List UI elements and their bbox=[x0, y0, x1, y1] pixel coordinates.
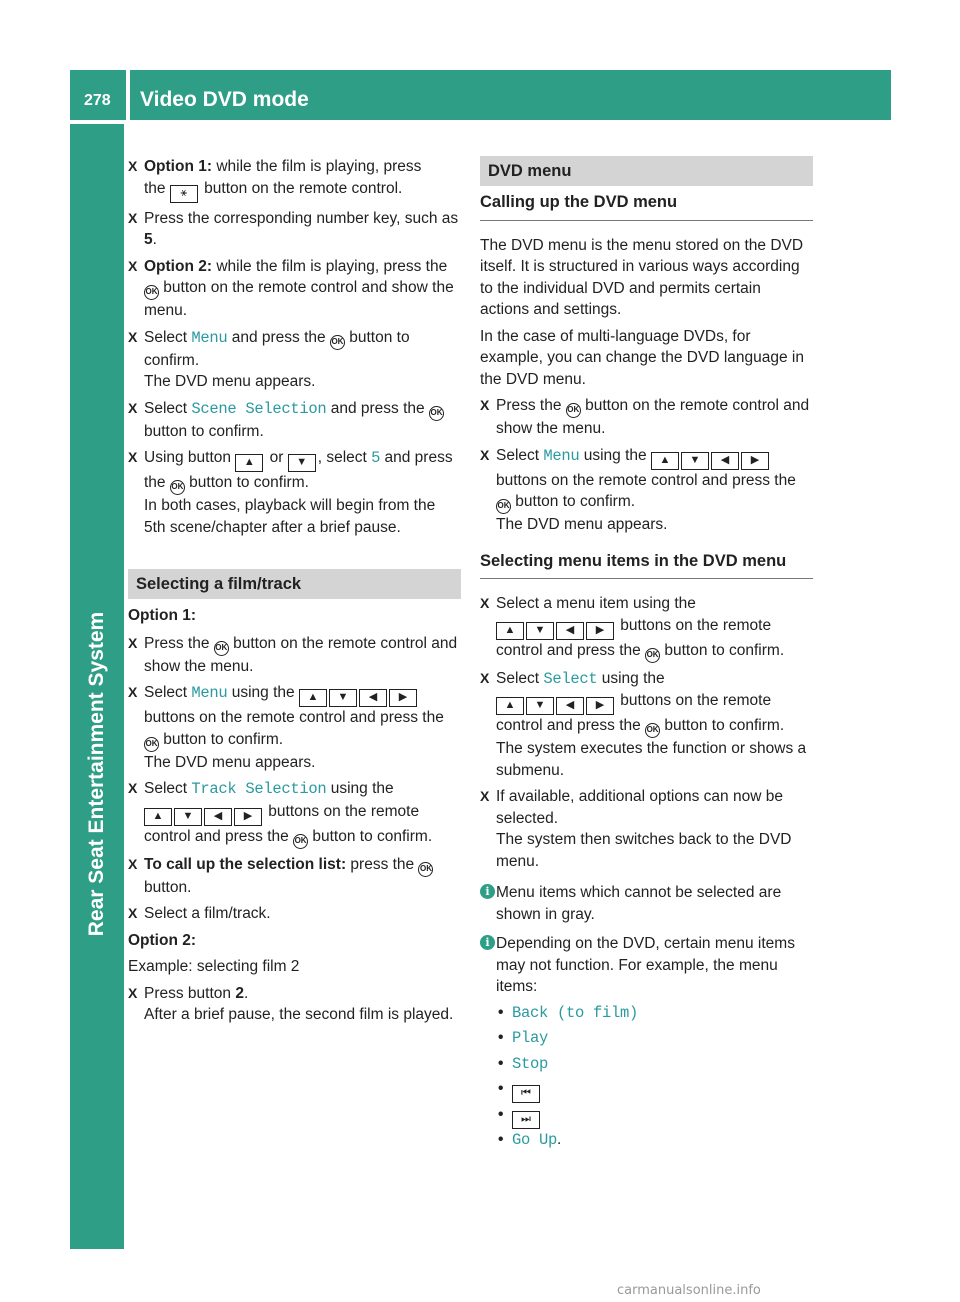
star-key-icon: ⚹ bbox=[170, 185, 198, 203]
step-text: Using button bbox=[144, 449, 236, 466]
step-text: buttons on the remote control and press the bbox=[144, 802, 420, 845]
step-text: button on the remote control and show the menu. bbox=[144, 634, 458, 675]
number-key: 2 bbox=[235, 984, 244, 1002]
step-select-menu bbox=[128, 327, 461, 393]
step-text: or bbox=[265, 449, 288, 466]
step-arrow-icon: X bbox=[128, 684, 138, 700]
bullet-icon: • bbox=[498, 1054, 504, 1072]
step-text: using the bbox=[227, 684, 299, 701]
step-press-number: X Press the corresponding number key, such as 5. bbox=[128, 209, 459, 248]
step-arrow-icon: X bbox=[128, 905, 138, 921]
menu-item-play: Play bbox=[512, 1029, 549, 1047]
right-key-icon: ▶ bbox=[234, 808, 262, 826]
step-arrow-icon: X bbox=[128, 209, 138, 226]
step-select-menu-item bbox=[480, 593, 813, 663]
left-key-icon: ◀ bbox=[359, 689, 387, 707]
result-text: The system executes the function or shows a submenu. bbox=[496, 740, 807, 779]
down-key-icon: ▼ bbox=[174, 808, 202, 826]
right-key-icon: ▶ bbox=[586, 622, 614, 640]
page-header bbox=[70, 70, 891, 120]
step-arrow-icon: X bbox=[128, 328, 138, 345]
menu-item-back: Back (to film) bbox=[512, 1003, 639, 1022]
step-text: , select bbox=[317, 449, 372, 466]
info-note bbox=[480, 882, 813, 925]
step-text: press the bbox=[346, 855, 419, 873]
left-key-icon: ◀ bbox=[204, 808, 232, 826]
step-select-select bbox=[480, 668, 813, 782]
list-item bbox=[496, 1129, 813, 1151]
right-key-icon: ▶ bbox=[741, 452, 769, 470]
ok-button-icon: OK bbox=[330, 335, 345, 350]
option-heading: Option 2: bbox=[128, 931, 197, 949]
down-key-icon: ▼ bbox=[329, 689, 357, 707]
step-text: Select bbox=[496, 446, 544, 464]
list-item bbox=[496, 1104, 813, 1126]
step-arrow-icon: X bbox=[128, 257, 138, 274]
result-text: After a brief pause, the second film is played. bbox=[144, 1006, 454, 1023]
up-key-icon: ▲ bbox=[651, 452, 679, 470]
step-select-scene bbox=[128, 398, 461, 443]
step-text: Select a film/track. bbox=[144, 905, 271, 922]
menu-item-stop: Stop bbox=[512, 1054, 549, 1073]
step-text: the bbox=[144, 179, 170, 197]
down-key-icon: ▼ bbox=[681, 452, 709, 470]
step-select-menu-nav bbox=[480, 445, 813, 536]
body-paragraph: The DVD menu is the menu stored on the DVD itself. It is structured in various ways according to the individual DVD and permits certain actions and settings. bbox=[480, 236, 804, 318]
info-icon: i bbox=[480, 935, 495, 950]
step-press-ok bbox=[480, 395, 813, 440]
step-text: Select bbox=[144, 684, 192, 701]
down-key-icon: ▼ bbox=[288, 454, 316, 472]
menu-item-go-up: Go Up bbox=[512, 1131, 558, 1149]
ok-button-icon: OK bbox=[418, 862, 433, 877]
left-key-icon: ◀ bbox=[711, 452, 739, 470]
menu-item-menu: Menu bbox=[543, 446, 580, 465]
step-text: button to confirm. bbox=[511, 493, 636, 510]
step-text: using the bbox=[579, 446, 651, 464]
list-item bbox=[496, 1002, 813, 1024]
step-text: button on the remote control. bbox=[199, 179, 403, 197]
step-press-button-2 bbox=[128, 983, 461, 1026]
menu-items-list bbox=[496, 1002, 813, 1151]
menu-item-scene-selection: Scene Selection bbox=[191, 399, 327, 418]
left-key-icon: ◀ bbox=[556, 622, 584, 640]
step-text: and press the bbox=[227, 328, 330, 346]
step-arrow-icon: X bbox=[480, 788, 490, 804]
menu-item-menu: Menu bbox=[191, 684, 228, 702]
up-key-icon: ▲ bbox=[235, 454, 263, 472]
step-arrow-icon: X bbox=[128, 780, 138, 796]
step-option1 bbox=[128, 156, 461, 203]
ok-button-icon: OK bbox=[496, 499, 511, 514]
step-text: while the film is playing, press bbox=[212, 158, 422, 175]
page-number: 278 bbox=[84, 92, 111, 109]
step-text: button to confirm. bbox=[308, 827, 433, 845]
right-key-icon: ▶ bbox=[389, 689, 417, 707]
list-item bbox=[496, 1053, 813, 1075]
step-text: button. bbox=[144, 878, 192, 896]
left-key-icon: ◀ bbox=[556, 697, 584, 715]
step-arrow-icon: X bbox=[480, 595, 490, 611]
step-text: button to confirm. bbox=[660, 641, 785, 659]
skip-back-icon: ⏮ bbox=[512, 1085, 540, 1103]
bullet-icon: • bbox=[498, 1029, 504, 1046]
step-text: If available, additional options can now be selected. bbox=[496, 788, 783, 827]
step-text: Select bbox=[144, 328, 192, 346]
step-text: and press the bbox=[326, 399, 429, 417]
menu-item-select: Select bbox=[543, 669, 598, 688]
step-arrow-icon: X bbox=[128, 399, 138, 416]
ok-button-icon: OK bbox=[645, 648, 660, 663]
step-text: Select bbox=[496, 669, 544, 687]
chapter-label: Rear Seat Entertainment System bbox=[85, 611, 108, 937]
page-title: Video DVD mode bbox=[140, 88, 309, 111]
ok-button-icon: OK bbox=[214, 641, 229, 656]
step-arrow-icon: X bbox=[480, 446, 490, 463]
step-text: Select bbox=[144, 399, 192, 417]
bullet-icon: • bbox=[498, 1131, 504, 1148]
step-select-track bbox=[128, 778, 461, 849]
step-call-list bbox=[128, 854, 461, 899]
ok-button-icon: OK bbox=[144, 737, 159, 752]
step-text: while the film is playing, press the bbox=[212, 257, 448, 275]
step-label: To call up the selection list: bbox=[144, 855, 347, 873]
step-arrow-icon: X bbox=[480, 669, 490, 686]
ok-button-icon: OK bbox=[566, 403, 581, 418]
info-icon: i bbox=[480, 884, 495, 899]
result-text: The DVD menu appears. bbox=[144, 373, 316, 390]
step-press-ok bbox=[128, 633, 461, 678]
step-arrow-icon: X bbox=[480, 397, 490, 413]
menu-item-track-selection: Track Selection bbox=[191, 780, 327, 798]
bullet-icon: • bbox=[498, 1003, 504, 1021]
info-note bbox=[480, 933, 813, 1151]
right-column bbox=[480, 156, 813, 1159]
right-key-icon: ▶ bbox=[586, 697, 614, 715]
step-text: Press the bbox=[144, 634, 214, 652]
bullet-icon: • bbox=[498, 1080, 504, 1097]
info-text: Menu items which cannot be selected are shown in gray. bbox=[496, 884, 782, 923]
up-key-icon: ▲ bbox=[496, 697, 524, 715]
step-text: buttons on the remote control and press the bbox=[496, 616, 772, 659]
step-text: buttons on the remote control and press the bbox=[496, 692, 772, 734]
step-text: and press the bbox=[144, 449, 453, 491]
skip-forward-icon: ⏭ bbox=[512, 1111, 540, 1129]
step-text: Select a menu item using the bbox=[496, 595, 696, 612]
step-text: buttons on the remote control and press the bbox=[496, 471, 796, 489]
result-text: The DVD menu appears. bbox=[144, 753, 316, 771]
menu-item-menu: Menu bbox=[191, 328, 228, 347]
up-key-icon: ▲ bbox=[496, 622, 524, 640]
up-key-icon: ▲ bbox=[144, 808, 172, 826]
sub-heading: Selecting menu items in the DVD menu bbox=[480, 551, 813, 580]
step-text: using the bbox=[597, 669, 665, 687]
menu-item-5: 5 bbox=[371, 449, 381, 467]
number-key: 5 bbox=[144, 231, 153, 248]
step-arrow-icon: X bbox=[128, 855, 138, 872]
watermark: carmanualsonline.info bbox=[617, 1283, 761, 1298]
section-heading: DVD menu bbox=[480, 156, 813, 186]
step-text: button to confirm. bbox=[159, 730, 284, 748]
step-select-film bbox=[128, 903, 461, 925]
down-key-icon: ▼ bbox=[526, 622, 554, 640]
step-text: button on the remote control and show the menu. bbox=[144, 279, 454, 319]
step-arrow-icon: X bbox=[128, 634, 138, 651]
left-column bbox=[128, 156, 461, 1031]
body-paragraph: In the case of multi-language DVDs, for example, you can change the DVD language in the DVD menu. bbox=[480, 327, 804, 388]
step-arrow-icon: X bbox=[128, 984, 138, 1001]
chapter-sidebar bbox=[70, 124, 124, 1249]
step-select-menu-nav bbox=[128, 682, 461, 773]
step-arrow-icon: X bbox=[128, 449, 138, 465]
example-text: Example: selecting film 2 bbox=[128, 958, 300, 975]
sub-heading: Calling up the DVD menu bbox=[480, 192, 813, 221]
ok-button-icon: OK bbox=[144, 285, 159, 300]
ok-button-icon: OK bbox=[645, 723, 660, 738]
bullet-icon: • bbox=[498, 1105, 504, 1123]
down-key-icon: ▼ bbox=[526, 697, 554, 715]
step-additional-options bbox=[480, 786, 813, 872]
result-text: The system then switches back to the DVD menu. bbox=[496, 831, 792, 870]
ok-button-icon: OK bbox=[170, 480, 185, 495]
list-item bbox=[496, 1078, 813, 1100]
result-text: The DVD menu appears. bbox=[496, 516, 668, 533]
step-text: button to confirm. bbox=[144, 422, 264, 440]
step-using-button bbox=[128, 447, 461, 538]
step-option2 bbox=[128, 256, 461, 322]
list-item bbox=[496, 1027, 813, 1049]
section-heading: Selecting a film/track bbox=[128, 569, 461, 599]
header-divider bbox=[126, 70, 130, 120]
option-label: Option 2: bbox=[144, 257, 213, 275]
step-text: . bbox=[243, 984, 249, 1002]
step-text: Press the bbox=[496, 397, 566, 414]
ok-button-icon: OK bbox=[293, 834, 308, 849]
step-text: button on the remote control and show the menu. bbox=[496, 397, 810, 437]
step-text: Select bbox=[144, 780, 192, 797]
step-text: button to confirm. bbox=[184, 474, 309, 491]
step-text: . bbox=[557, 1131, 562, 1148]
info-text: Depending on the DVD, certain menu items may not function. For example, the menu items: bbox=[496, 935, 795, 995]
step-text: buttons on the remote control and press the bbox=[144, 709, 444, 726]
option-heading: Option 1: bbox=[128, 607, 197, 624]
step-text: using the bbox=[326, 780, 394, 797]
step-text: Press button bbox=[144, 984, 236, 1002]
option-label: Option 1: bbox=[144, 158, 213, 175]
ok-button-icon: OK bbox=[429, 406, 444, 421]
step-arrow-icon: X bbox=[128, 158, 138, 174]
step-text: Press the corresponding number key, such as bbox=[144, 209, 459, 227]
step-text: button to confirm. bbox=[660, 717, 785, 734]
up-key-icon: ▲ bbox=[299, 689, 327, 707]
step-text: button to confirm. bbox=[144, 328, 410, 369]
result-text: In both cases, playback will begin from the 5th scene/chapter after a brief pause. bbox=[144, 497, 436, 536]
